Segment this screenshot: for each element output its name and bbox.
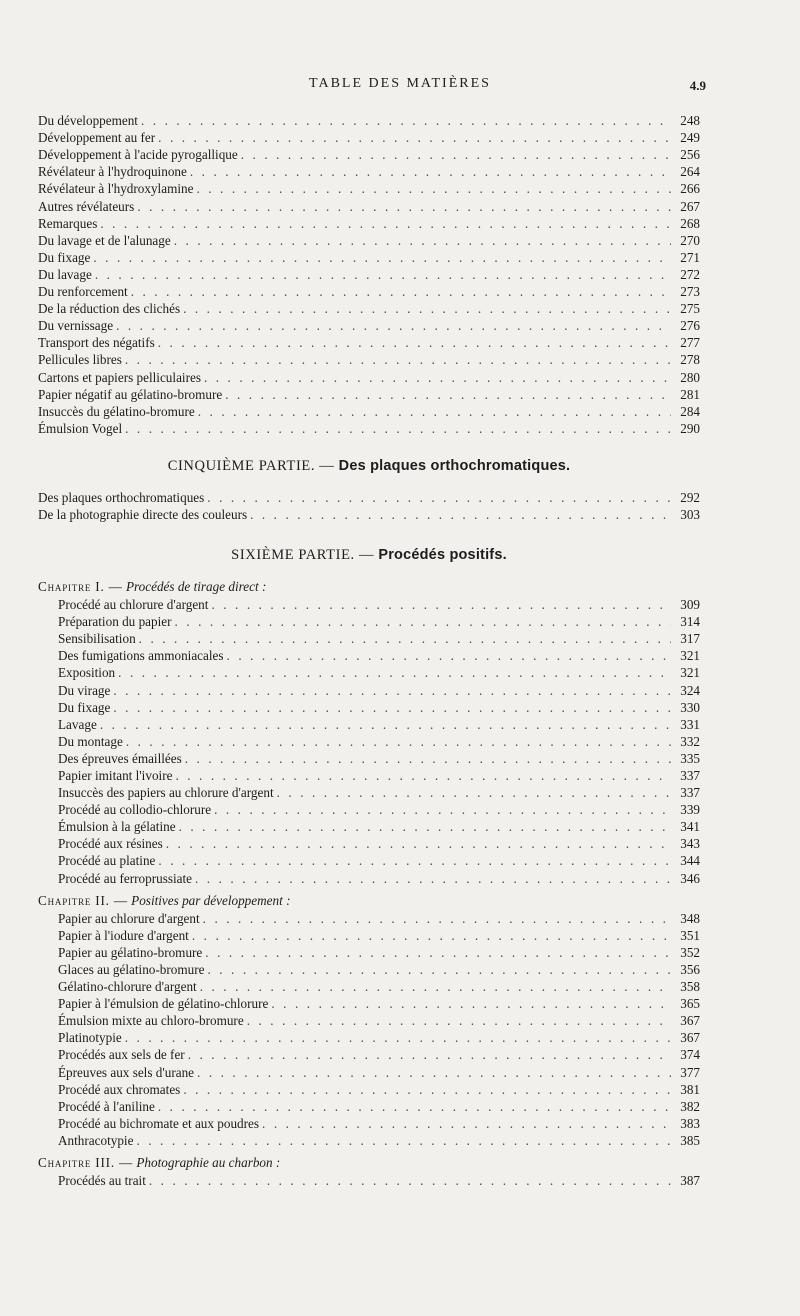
dot-leader (175, 768, 671, 784)
dot-leader (205, 945, 671, 961)
entry-page-number: 292 (680, 489, 700, 505)
entry-title: Papier imitant l'ivoire (58, 768, 173, 783)
entry-page-number: 346 (680, 870, 700, 886)
dot-leader (158, 130, 671, 146)
toc-entry (38, 489, 700, 506)
toc-entry (38, 664, 700, 681)
toc-entry (38, 647, 700, 664)
dot-leader (139, 631, 671, 647)
entry-title: Lavage (58, 716, 97, 732)
entry-page-number: 317 (680, 631, 700, 647)
toc-entry (38, 1012, 700, 1029)
entry-page-number: 281 (680, 386, 700, 402)
entry-title: Papier à l'émulsion de gélatino-chlorure (58, 996, 269, 1012)
dot-leader (158, 853, 671, 869)
dot-leader (175, 614, 671, 630)
toc-entry (38, 163, 700, 180)
entry-page-number: 303 (680, 506, 700, 522)
dot-leader (141, 113, 671, 129)
toc-entry (38, 1081, 700, 1098)
entry-title: Procédés aux sels de fer (58, 1047, 185, 1063)
dot-leader (100, 216, 671, 232)
entry-title: Du lavage et de l'alunage (38, 232, 171, 248)
entry-title: Procédé au chlorure d'argent (58, 597, 209, 613)
dot-leader (262, 1116, 671, 1132)
toc-entry (38, 733, 700, 750)
dot-leader (196, 181, 671, 197)
entry-title: Développement à l'acide pyrogallique (38, 147, 238, 163)
dot-leader (195, 871, 671, 887)
toc-entry (38, 317, 700, 334)
entry-page-number: 383 (680, 1115, 700, 1131)
entry-title: De la réduction des clichés (38, 301, 181, 317)
chapter-title: Positives par développement : (131, 892, 291, 908)
dot-leader (198, 404, 671, 420)
entry-title: Du lavage (38, 266, 92, 282)
toc-entry (38, 300, 700, 317)
entry-title: Révélateur à l'hydroquinone (38, 164, 187, 180)
entry-page-number: 330 (680, 699, 700, 715)
dot-leader (211, 597, 671, 613)
entry-title: Procédé au collodio-chlorure (58, 802, 212, 818)
entry-title: Papier à l'iodure d'argent (58, 927, 189, 943)
entry-title: Des plaques orthochromatiques (38, 489, 205, 505)
entry-title: Émulsion à la gélatine (58, 819, 176, 835)
toc-entry (38, 699, 700, 716)
toc-entry (38, 835, 700, 852)
entry-title: Du fixage (58, 699, 111, 715)
entry-title: Développement au fer (38, 130, 156, 146)
entry-page-number: 367 (680, 1030, 700, 1046)
toc-entry (38, 910, 700, 927)
entry-page-number: 367 (680, 1013, 700, 1029)
entry-title: Épreuves aux sels d'urane (58, 1064, 195, 1080)
dot-leader (125, 1030, 671, 1046)
toc-entry (38, 681, 700, 698)
dot-leader (125, 421, 671, 437)
entry-page-number: 324 (680, 682, 700, 698)
entry-title: Du virage (58, 682, 111, 698)
entry-page-number: 314 (680, 614, 700, 630)
toc-entry (38, 944, 700, 961)
entry-page-number: 256 (680, 147, 700, 163)
dot-leader (192, 928, 671, 944)
entry-title: Exposition (58, 665, 116, 681)
entry-page-number: 387 (680, 1172, 700, 1188)
entry-page-number: 270 (680, 232, 700, 248)
entry-title: Sensibilisation (58, 631, 136, 647)
dot-leader (241, 147, 671, 163)
table-of-contents (38, 112, 700, 1189)
entry-title: Autres révélateurs (38, 198, 135, 214)
toc-entry (38, 852, 700, 869)
chapter-title: Procédés de tirage direct : (125, 578, 267, 594)
entry-title: Du développement (38, 113, 138, 129)
part-heading-title: Des plaques orthochromatiques. (338, 457, 571, 474)
entry-page-number: 264 (680, 164, 700, 180)
toc-entry (38, 978, 700, 995)
entry-title: Papier au chlorure d'argent (58, 910, 200, 926)
entry-title: Papier négatif au gélatino-bromure (38, 386, 223, 402)
entry-page-number: 337 (680, 768, 700, 783)
part-heading-prefix: CINQUIÈME PARTIE. — (167, 457, 335, 474)
entry-page-number: 335 (680, 750, 700, 766)
toc-entry (38, 750, 700, 767)
dot-leader (200, 979, 671, 995)
entry-page-number: 278 (680, 352, 700, 368)
entry-page-number: 385 (680, 1132, 700, 1148)
chapter-heading-3 (38, 1154, 700, 1172)
chapter3-entries (38, 1172, 700, 1189)
part5-entries (38, 489, 700, 523)
dot-leader (131, 284, 671, 300)
entry-title: Préparation du papier (58, 614, 172, 630)
dot-leader (93, 250, 671, 266)
toc-entry (38, 801, 700, 818)
dot-leader (227, 648, 671, 664)
entry-title: Du montage (58, 733, 123, 749)
entry-page-number: 331 (680, 716, 700, 732)
entry-page-number: 341 (680, 819, 700, 835)
toc-entry (38, 129, 700, 146)
entry-page-number: 277 (680, 335, 700, 351)
toc-entry (38, 961, 700, 978)
dot-leader (203, 911, 671, 927)
entry-title: Procédé au platine (58, 853, 156, 869)
entry-page-number: 321 (680, 665, 700, 681)
dot-leader (149, 1173, 671, 1189)
entry-page-number: 271 (680, 249, 700, 265)
entry-page-number: 348 (680, 910, 700, 926)
toc-entry (38, 215, 700, 232)
dot-leader (137, 199, 671, 215)
entry-page-number: 309 (680, 597, 700, 613)
dot-leader (118, 665, 671, 681)
entry-title: Procédé aux chromates (58, 1081, 181, 1097)
entry-title: Platinotypie (58, 1030, 122, 1046)
toc-entry (38, 1029, 700, 1046)
toc-entry (38, 613, 700, 630)
part-heading-prefix: SIXIÈME PARTIE. — (231, 546, 375, 563)
entry-page-number: 268 (680, 215, 700, 231)
entry-page-number: 358 (680, 979, 700, 995)
entry-page-number: 356 (680, 961, 700, 977)
running-head (0, 76, 800, 96)
entry-title: Procédé aux résines (58, 836, 163, 852)
entry-title: Révélateur à l'hydroxylamine (38, 181, 194, 197)
toc-entry (38, 249, 700, 266)
entry-page-number: 377 (680, 1064, 700, 1080)
entry-page-number: 321 (680, 648, 700, 664)
dot-leader (225, 387, 671, 403)
toc-entry (38, 386, 700, 403)
entry-page-number: 248 (680, 113, 700, 129)
entry-page-number: 337 (680, 785, 700, 801)
entry-title: Du renforcement (38, 284, 128, 300)
entry-title: Transport des négatifs (38, 335, 155, 351)
chapter-heading-2 (38, 892, 700, 910)
toc-entry (38, 1046, 700, 1063)
toc-entry (38, 869, 700, 886)
entry-page-number: 351 (680, 927, 700, 943)
dot-leader (247, 1013, 671, 1029)
toc-entry (38, 232, 700, 249)
dot-leader (174, 233, 671, 249)
dot-leader (95, 267, 671, 283)
chapter2-entries (38, 910, 700, 1149)
toc-entry (38, 1115, 700, 1132)
toc-entry (38, 146, 700, 163)
entry-title: Gélatino-chlorure d'argent (58, 979, 197, 995)
running-title: TABLE DES MATIÈRES (309, 76, 491, 91)
toc-entry (38, 1098, 700, 1115)
entry-title: Pellicules libres (38, 352, 122, 368)
toc-entry (38, 266, 700, 283)
dot-leader (185, 751, 671, 767)
entry-title: Procédé au ferroprussiate (58, 870, 193, 886)
part-heading-6 (38, 545, 700, 565)
entry-title: Remarques (38, 215, 98, 231)
section-entries (38, 112, 700, 437)
entry-page-number: 374 (680, 1047, 700, 1063)
toc-entry (38, 368, 700, 385)
entry-title: Anthracotypie (58, 1132, 134, 1148)
entry-page-number: 339 (680, 802, 700, 818)
part-heading-5 (38, 456, 700, 476)
entry-title: Procédés au trait (58, 1172, 146, 1188)
dot-leader (190, 164, 671, 180)
dot-leader (207, 490, 671, 506)
entry-page-number: 267 (680, 198, 700, 214)
toc-entry (38, 506, 700, 523)
toc-entry (38, 716, 700, 733)
dot-leader (277, 785, 671, 801)
toc-entry (38, 596, 700, 613)
dot-leader (204, 370, 671, 386)
entry-page-number: 332 (680, 733, 700, 749)
dot-leader (158, 1099, 671, 1115)
toc-entry (38, 197, 700, 214)
toc-entry (38, 403, 700, 420)
entry-title: Glaces au gélatino-bromure (58, 961, 205, 977)
entry-page-number: 290 (680, 420, 700, 436)
toc-entry (38, 630, 700, 647)
entry-title: Papier au gélatino-bromure (58, 944, 203, 960)
dot-leader (116, 318, 671, 334)
toc-entry (38, 283, 700, 300)
entry-title: Procédé à l'aniline (58, 1098, 155, 1114)
entry-page-number: 382 (680, 1098, 700, 1114)
dot-leader (188, 1047, 671, 1063)
toc-entry (38, 420, 700, 437)
chapter-label: Chapitre II. — (38, 892, 128, 908)
entry-title: Émulsion mixte au chloro-bromure (58, 1013, 244, 1029)
chapter-heading-1 (38, 578, 700, 596)
entry-page-number: 280 (680, 369, 700, 385)
entry-page-number: 276 (680, 318, 700, 334)
dot-leader (113, 700, 671, 716)
toc-entry (38, 818, 700, 835)
entry-title: Émulsion Vogel (38, 420, 123, 436)
entry-title: Insuccès des papiers au chlorure d'argent (58, 785, 274, 801)
dot-leader (100, 717, 671, 733)
dot-leader (179, 819, 671, 835)
toc-entry (38, 334, 700, 351)
chapter-title: Photographie au charbon : (136, 1154, 281, 1170)
entry-title: De la photographie directe des couleurs (38, 506, 248, 522)
entry-title: Procédé au bichromate et aux poudres (58, 1115, 260, 1131)
toc-entry (38, 784, 700, 801)
dot-leader (183, 301, 671, 317)
chapter-label: Chapitre I. — (38, 578, 123, 594)
dot-leader (125, 352, 671, 368)
dot-leader (126, 734, 671, 750)
entry-page-number: 266 (680, 181, 700, 197)
entry-title: Insuccès du gélatino-bromure (38, 403, 195, 419)
dot-leader (214, 802, 671, 818)
toc-entry (38, 1132, 700, 1149)
entry-title: Cartons et papiers pelliculaires (38, 369, 201, 385)
entry-page-number: 272 (680, 266, 700, 282)
entry-page-number: 344 (680, 853, 700, 869)
toc-entry (38, 767, 700, 784)
dot-leader (158, 335, 671, 351)
toc-entry (38, 112, 700, 129)
entry-page-number: 273 (680, 284, 700, 300)
entry-title: Du fixage (38, 249, 91, 265)
dot-leader (271, 996, 671, 1012)
entry-title: Des fumigations ammoniacales (58, 648, 224, 664)
dot-leader (183, 1082, 671, 1098)
chapter1-entries (38, 596, 700, 887)
dot-leader (197, 1065, 671, 1081)
dot-leader (207, 962, 671, 978)
entry-page-number: 249 (680, 130, 700, 146)
entry-page-number: 352 (680, 944, 700, 960)
toc-entry (38, 995, 700, 1012)
entry-page-number: 275 (680, 301, 700, 317)
toc-entry (38, 1063, 700, 1080)
entry-title: Du vernissage (38, 318, 114, 334)
part-heading-title: Procédés positifs. (378, 546, 507, 563)
toc-entry (38, 180, 700, 197)
dot-leader (166, 836, 671, 852)
toc-entry (38, 1172, 700, 1189)
dot-leader (113, 683, 671, 699)
toc-entry (38, 351, 700, 368)
page-number: 4.9 (689, 78, 706, 93)
entry-page-number: 381 (680, 1081, 700, 1097)
dot-leader (136, 1133, 671, 1149)
toc-entry (38, 927, 700, 944)
entry-title: Des épreuves émaillées (58, 750, 182, 766)
dot-leader (250, 507, 671, 523)
entry-page-number: 365 (680, 996, 700, 1012)
entry-page-number: 343 (680, 836, 700, 852)
entry-page-number: 284 (680, 403, 700, 419)
chapter-label: Chapitre III. — (38, 1154, 134, 1170)
